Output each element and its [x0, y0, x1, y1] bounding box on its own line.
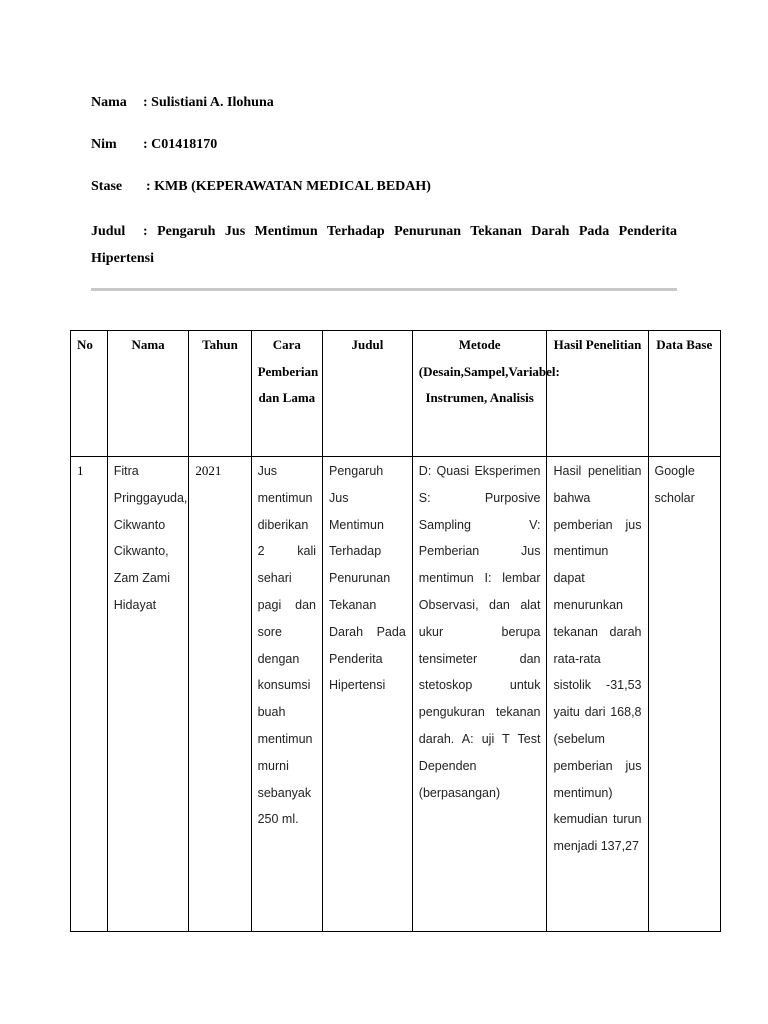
nim-line	[91, 137, 217, 153]
nim-value: : C01418170	[143, 137, 218, 152]
nim-label: Nim	[91, 137, 117, 152]
col-header-no: No	[71, 331, 108, 457]
col-header-tahun: Tahun	[189, 331, 251, 457]
table-row	[71, 457, 721, 932]
nama-value: : Sulistiani A. Ilohuna	[143, 95, 274, 110]
judul-label: Judul	[91, 224, 126, 239]
nama-label: Nama	[91, 95, 127, 110]
cell-judul: Pengaruh Jus Mentimun Terhadap Penurunan Tekanan Darah Pada Penderita Hipertensi	[323, 457, 413, 932]
literature-table	[70, 330, 721, 932]
col-header-cara: Cara Pemberian dan Lama	[251, 331, 322, 457]
cell-no: 1	[71, 457, 108, 932]
table-header-row	[71, 331, 721, 457]
cell-database: Google scholar	[648, 457, 721, 932]
col-header-hasil: Hasil Penelitian	[547, 331, 648, 457]
col-header-metode: Metode (Desain,Sampel,Variabel: Instrumen, Analisis	[412, 331, 547, 457]
col-header-nama: Nama	[107, 331, 189, 457]
stase-line	[91, 179, 431, 195]
cell-metode: D: Quasi Eksperimen S: Purposive Sampling V: Pemberian Jus mentimun I: lembar Observasi, dan alat ukur berupa tensimeter dan stetoskop untuk pengukuran tekanan darah. A: uji T Test Dependen (berpasangan)	[412, 457, 547, 932]
cell-tahun: 2021	[189, 457, 251, 932]
judul-value: : Pengaruh Jus Mentimun Terhadap Penurunan Tekanan Darah Pada Penderita Hipertensi	[91, 224, 677, 266]
cell-nama: Fitra Pringgayuda, Cikwanto Cikwanto, Zam Zami Hidayat	[107, 457, 189, 932]
stase-label: Stase	[91, 179, 123, 194]
nama-line	[91, 95, 274, 111]
horizontal-rule	[91, 288, 677, 291]
col-header-database: Data Base	[648, 331, 721, 457]
cell-hasil: Hasil penelitian bahwa pemberian jus mentimun dapat menurunkan tekanan darah rata-rata sistolik -31,53 yaitu dari 168,8 (sebelum pemberian jus mentimun) kemudian turun menjadi 137,27	[547, 457, 648, 932]
col-header-judul: Judul	[323, 331, 413, 457]
stase-value: : KMB (KEPERAWATAN MEDICAL BEDAH)	[146, 179, 431, 194]
cell-cara: Jus mentimun diberikan 2 kali sehari pagi dan sore dengan konsumsi buah mentimun murni sebanyak 250 ml.	[251, 457, 322, 932]
judul-line	[91, 218, 677, 272]
